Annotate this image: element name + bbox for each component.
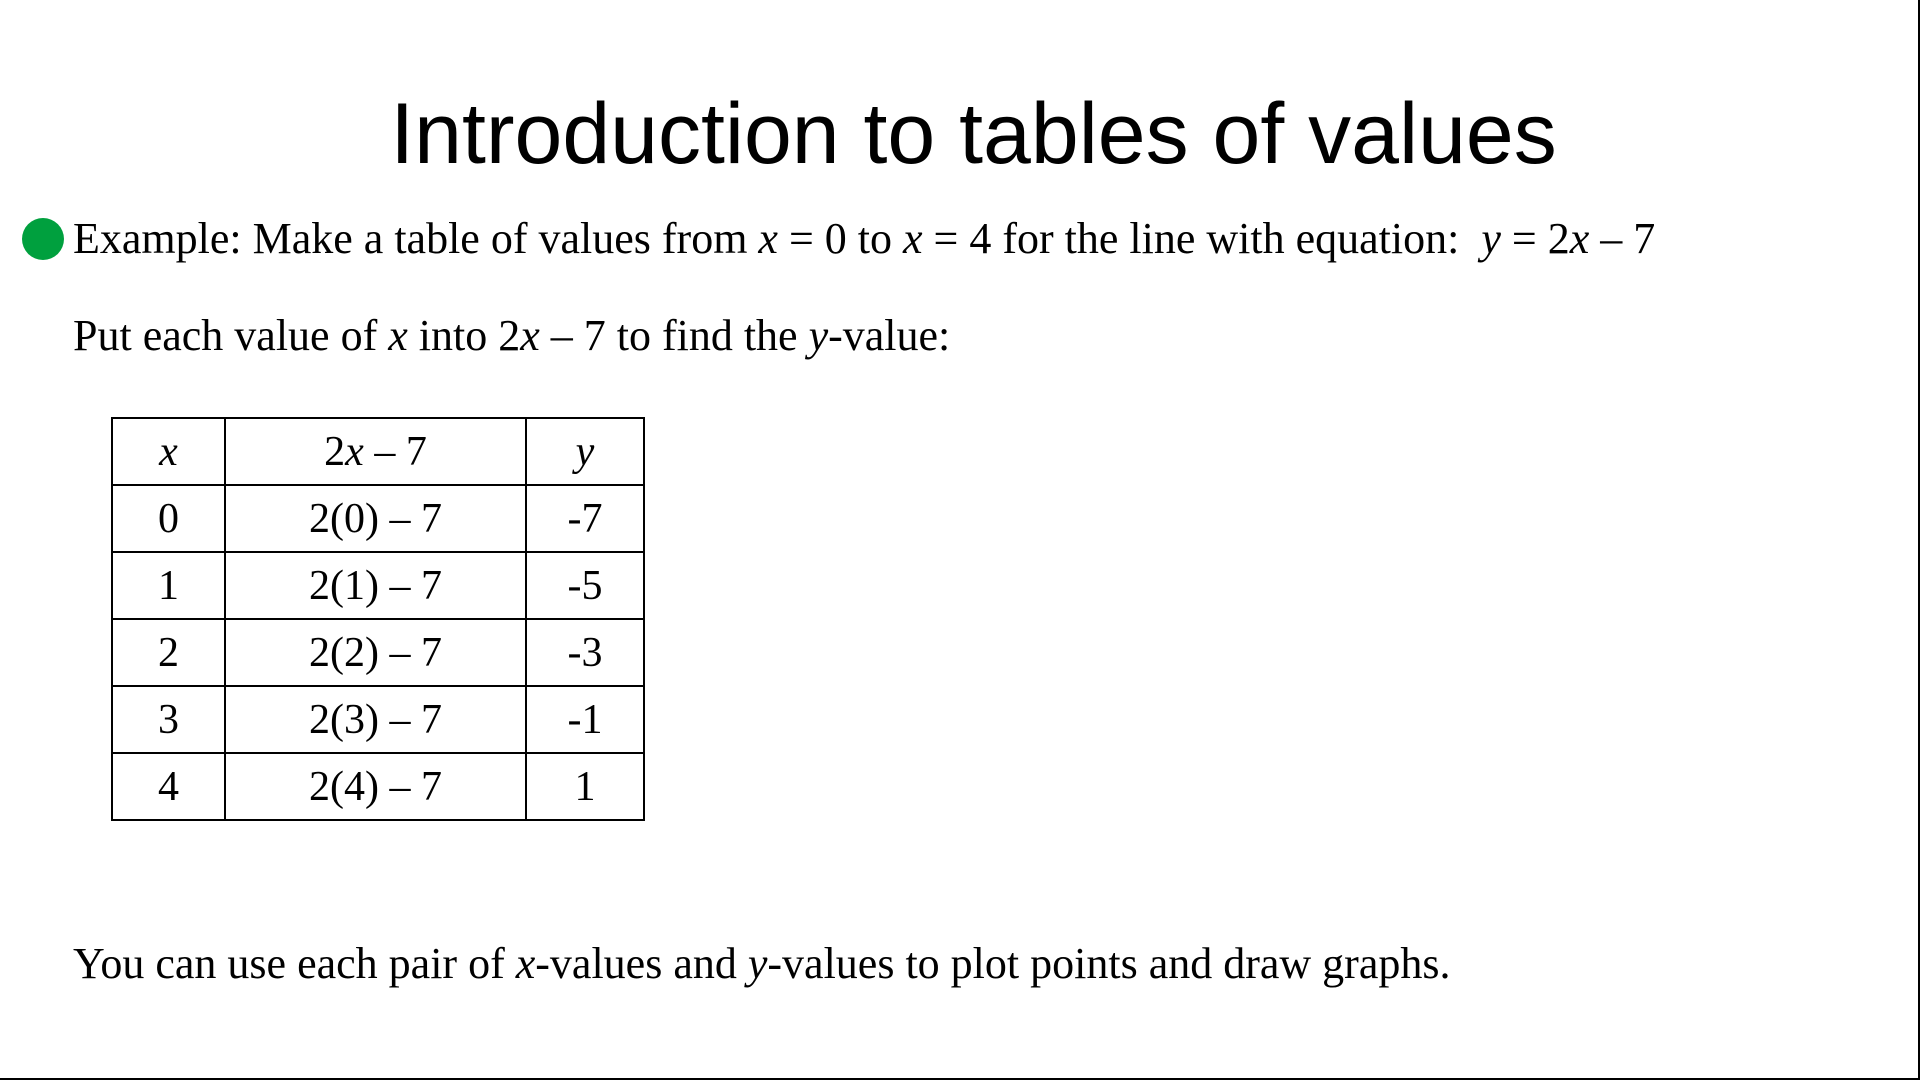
var-y: y — [747, 939, 768, 988]
green-bullet-icon — [22, 218, 64, 260]
var-x: x — [1569, 214, 1590, 263]
cell-y: 1 — [526, 753, 644, 820]
cell-expression: 2(4) – 7 — [225, 753, 526, 820]
conclusion-part: -values to plot points and draw graphs. — [767, 939, 1451, 988]
table-row — [112, 485, 644, 552]
cell-x: 3 — [112, 686, 225, 753]
var-x: x — [903, 214, 923, 263]
header-expression — [225, 418, 526, 485]
cell-y: -1 — [526, 686, 644, 753]
cell-x: 4 — [112, 753, 225, 820]
var-x: x — [515, 939, 536, 988]
instruction-part: Put each value of — [73, 311, 389, 360]
header-y-label: y — [575, 428, 595, 475]
cell-y: -3 — [526, 619, 644, 686]
conclusion-part: You can use each pair of — [73, 939, 516, 988]
table-row — [112, 686, 644, 753]
example-prefix: Example: Make a table of values from — [73, 214, 759, 263]
cell-x: 1 — [112, 552, 225, 619]
var-x: x — [758, 214, 778, 263]
cell-expression: 2(0) – 7 — [225, 485, 526, 552]
var-y: y — [1481, 214, 1501, 263]
var-y: y — [808, 311, 829, 360]
cell-expression: 2(1) – 7 — [225, 552, 526, 619]
header-expr-coef: 2 — [324, 428, 346, 475]
instruction-part: into 2 — [407, 311, 521, 360]
table-row — [112, 753, 644, 820]
instruction-part: – 7 to find the — [539, 311, 809, 360]
header-y — [526, 418, 644, 485]
cell-x: 0 — [112, 485, 225, 552]
instruction-text — [73, 310, 950, 362]
example-from: = 0 to — [777, 214, 903, 263]
example-statement — [73, 213, 1655, 265]
cell-y: -5 — [526, 552, 644, 619]
table-row — [112, 552, 644, 619]
conclusion-text — [73, 938, 1451, 990]
var-x: x — [520, 311, 540, 360]
instruction-part: -value: — [828, 311, 951, 360]
cell-expression: 2(2) – 7 — [225, 619, 526, 686]
table-row — [112, 619, 644, 686]
cell-expression: 2(3) – 7 — [225, 686, 526, 753]
header-expr-const: – 7 — [363, 428, 427, 475]
header-x-label: x — [159, 428, 178, 475]
example-to: = 4 for the line with equation: — [922, 214, 1482, 263]
equation-mid: = 2 — [1500, 214, 1570, 263]
cell-y: -7 — [526, 485, 644, 552]
header-expr-var: x — [345, 428, 364, 475]
slide-title: Introduction to tables of values — [390, 86, 1557, 182]
conclusion-part: -values and — [535, 939, 748, 988]
header-x — [112, 418, 225, 485]
var-x: x — [388, 311, 408, 360]
cell-x: 2 — [112, 619, 225, 686]
table-of-values — [111, 417, 645, 821]
equation-end: – 7 — [1589, 214, 1656, 263]
table-header-row — [112, 418, 644, 485]
